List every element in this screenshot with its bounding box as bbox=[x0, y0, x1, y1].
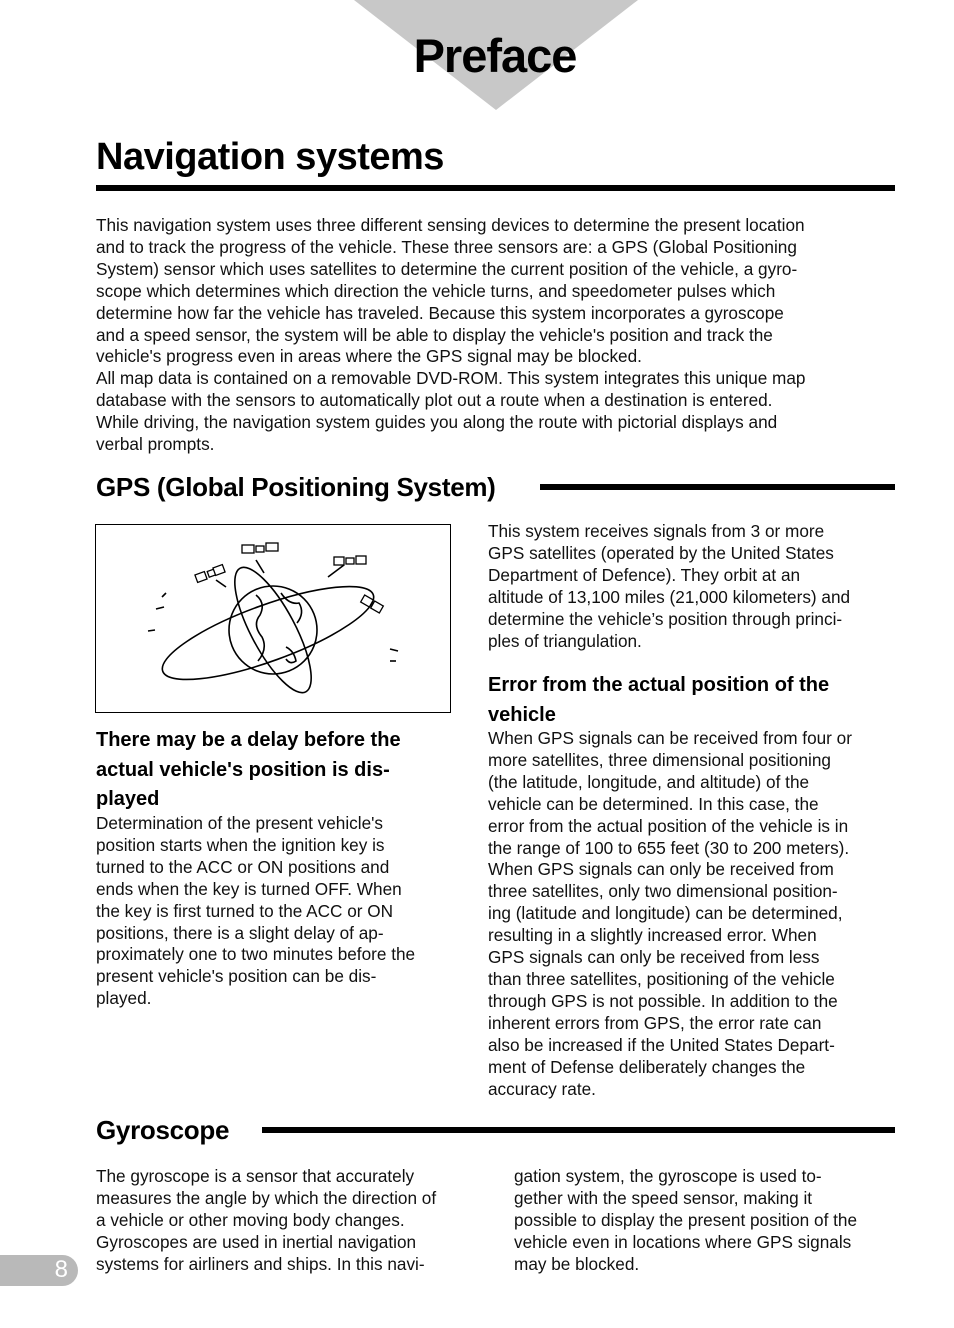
text-line: and a speed sensor, the system will be able to display the vehicle's position and track the bbox=[96, 324, 773, 345]
text-line: more satellites, three dimensional positioning bbox=[488, 749, 831, 770]
section-title-rule bbox=[96, 185, 895, 191]
text-line: accuracy rate. bbox=[488, 1078, 596, 1099]
text-line: proximately one to two minutes before the bbox=[96, 944, 416, 965]
text-line: vehicle even in locations where GPS signals bbox=[514, 1231, 852, 1252]
text-line: three satellites, only two dimensional position- bbox=[488, 881, 838, 902]
text-line: gation system, the gyroscope is used to- bbox=[514, 1166, 822, 1186]
page-number-tab bbox=[0, 1255, 78, 1286]
text-line: also be increased if the United States Depart- bbox=[488, 1034, 835, 1055]
gps-illustration-frame bbox=[95, 524, 451, 713]
text-line: positions, there is a slight delay of ap- bbox=[96, 922, 384, 943]
text-line: database with the sensors to automatically plot out a route when a destination is entered. bbox=[96, 390, 773, 411]
text-line: determine the vehicle’s position through princi- bbox=[488, 608, 843, 629]
gps-heading-rule bbox=[540, 484, 895, 490]
section-title-gps: GPS (Global Positioning System) bbox=[96, 472, 502, 503]
text-line: ment of Defense deliberately changes the bbox=[488, 1056, 806, 1077]
gyroscope-paragraph-col1 bbox=[96, 1166, 486, 1276]
text-line: This system receives signals from 3 or more bbox=[488, 521, 825, 541]
heading-line: vehicle bbox=[488, 703, 556, 726]
text-line: determine how far the vehicle has traveled. Because this system incorporates a gyroscope bbox=[96, 302, 784, 323]
heading-line: There may be a delay before the bbox=[96, 729, 401, 751]
text-line: the range of 100 to 655 feet (30 to 200 meters). bbox=[488, 837, 850, 858]
text-line: (the latitude, longitude, and altitude) of the bbox=[488, 771, 810, 792]
text-line: position starts when the ignition key is bbox=[96, 834, 385, 855]
text-line: scope which determines which direction the vehicle turns, and speedometer pulses which bbox=[96, 280, 776, 301]
text-line: measures the angle by which the direction of bbox=[96, 1187, 437, 1208]
text-line: While driving, the navigation system guides you along the route with pictorial displays and bbox=[96, 412, 778, 433]
heading-line: played bbox=[96, 788, 160, 810]
text-line: verbal prompts. bbox=[96, 434, 215, 455]
text-line: ples of triangulation. bbox=[488, 630, 642, 651]
text-line: All map data is contained on a removable DVD-ROM. This system integrates this unique map bbox=[96, 368, 806, 389]
text-line: gether with the speed sensor, making it bbox=[514, 1187, 813, 1208]
signals-paragraph bbox=[488, 521, 898, 652]
text-line: resulting in a slightly increased error. When bbox=[488, 925, 817, 946]
error-paragraph bbox=[488, 728, 900, 1100]
text-line: the key is first turned to the ACC or ON bbox=[96, 900, 394, 921]
text-line: The gyroscope is a sensor that accurately bbox=[96, 1166, 415, 1186]
text-line: System) sensor which uses satellites to determine the current position of the vehicle, a gyro- bbox=[96, 258, 798, 279]
chapter-title: Preface bbox=[413, 29, 577, 82]
text-line: ends when the key is turned OFF. When bbox=[96, 878, 402, 899]
text-line: may be blocked. bbox=[514, 1253, 640, 1274]
heading-line: actual vehicle's position is dis- bbox=[96, 758, 390, 781]
delay-paragraph bbox=[96, 813, 468, 1010]
text-line: Determination of the present vehicle's bbox=[96, 813, 384, 833]
text-line: a vehicle or other moving body changes. bbox=[96, 1209, 405, 1230]
globe-satellites-icon bbox=[96, 525, 450, 712]
text-line: Department of Defence). They orbit at an bbox=[488, 564, 801, 585]
text-line: GPS satellites (operated by the United States bbox=[488, 542, 834, 563]
text-line: ing (latitude and longitude) can be determined, bbox=[488, 903, 843, 924]
text-line: than three satellites, positioning of the vehicle bbox=[488, 968, 835, 989]
text-line: turned to the ACC or ON positions and bbox=[96, 856, 390, 877]
heading-line: Error from the actual position of the bbox=[488, 674, 830, 696]
text-line: and to track the progress of the vehicle. These three sensors are: a GPS (Global Positioning bbox=[96, 236, 797, 257]
text-line: This navigation system uses three different sensing devices to determine the present location bbox=[96, 215, 805, 235]
section-title-navigation-systems: Navigation systems bbox=[96, 136, 444, 178]
text-line: inherent errors from GPS, the error rate can bbox=[488, 1012, 822, 1033]
text-line: Gyroscopes are used in inertial navigation bbox=[96, 1231, 417, 1252]
text-line: through GPS is not possible. In addition to the bbox=[488, 990, 838, 1011]
text-line: vehicle can be determined. In this case, the bbox=[488, 793, 819, 814]
page-number: 8 bbox=[54, 1256, 68, 1283]
text-line: When GPS signals can only be received from bbox=[488, 859, 834, 880]
text-line: vehicle's progress even in areas where the GPS signal may be blocked. bbox=[96, 346, 642, 367]
intro-paragraph bbox=[96, 215, 896, 456]
text-line: present vehicle's position can be dis- bbox=[96, 966, 377, 987]
text-line: error from the actual position of the vehicle is in bbox=[488, 815, 849, 836]
text-line: When GPS signals can be received from four or bbox=[488, 728, 852, 748]
text-line: altitude of 13,100 miles (21,000 kilometers) and bbox=[488, 586, 851, 607]
text-line: systems for airliners and ships. In this navi- bbox=[96, 1253, 425, 1274]
error-heading bbox=[488, 671, 898, 730]
text-line: possible to display the present position of the bbox=[514, 1209, 858, 1230]
section-title-gyroscope: Gyroscope bbox=[96, 1115, 235, 1146]
gyroscope-paragraph-col2 bbox=[514, 1166, 904, 1276]
gyroscope-heading-rule bbox=[262, 1127, 895, 1133]
delay-heading bbox=[96, 726, 456, 815]
text-line: played. bbox=[96, 988, 152, 1009]
text-line: GPS signals can only be received from less bbox=[488, 947, 820, 968]
